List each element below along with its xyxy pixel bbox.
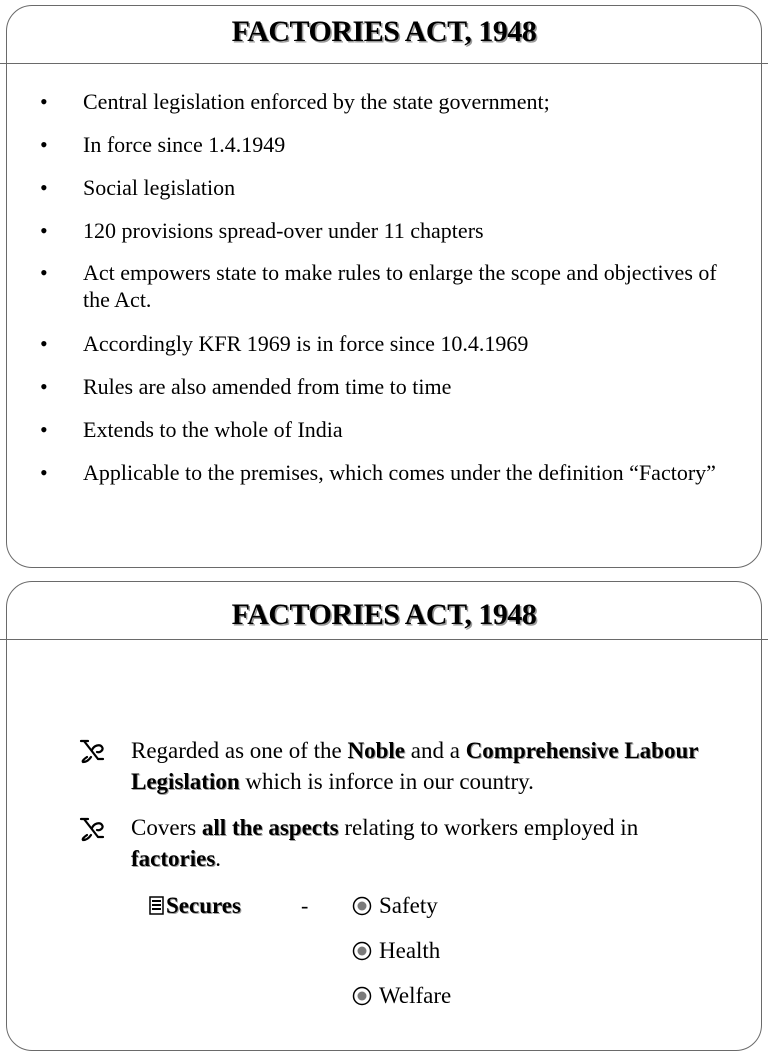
emphasis-factories: factories — [131, 846, 216, 871]
slide-1-title: FACTORIES ACT, 1948 — [231, 15, 537, 48]
radio-bullet-icon — [352, 941, 372, 961]
option-safety: Safety — [379, 893, 438, 918]
bullet-dot: • — [40, 331, 48, 356]
bullet-dot: • — [40, 175, 48, 200]
text-run: Covers — [131, 815, 202, 840]
option-welfare: Welfare — [379, 983, 452, 1008]
list-item: In force since 1.4.1949 — [83, 132, 286, 157]
list-item — [131, 812, 731, 874]
text-run: which is inforce in our country. — [239, 769, 534, 794]
bullet-dot: • — [40, 89, 48, 114]
list-box-icon — [149, 896, 164, 915]
bullet-dot: • — [40, 460, 48, 485]
radio-bullet-icon — [352, 986, 372, 1006]
list-item — [131, 735, 731, 797]
wingding-flourish-icon — [78, 815, 106, 843]
list-item: Applicable to the premises, which comes under the definition “Factory” — [83, 460, 716, 485]
slide-2-title: FACTORIES ACT, 1948 — [231, 598, 537, 631]
list-item: Accordingly KFR 1969 is in force since 10.4.1969 — [83, 331, 529, 356]
bullet-dot: • — [40, 218, 48, 243]
wingding-flourish-icon — [78, 737, 106, 765]
list-item: 120 provisions spread-over under 11 chapters — [83, 218, 484, 243]
bullet-dot: • — [40, 417, 48, 442]
text-run: . — [215, 846, 222, 871]
emphasis-all-aspects: all the aspects — [201, 815, 339, 840]
bullet-dot: • — [40, 374, 48, 399]
text-run: Regarded as one of the — [131, 738, 348, 763]
bullet-dot: • — [40, 132, 48, 157]
list-item: Rules are also amended from time to time — [83, 374, 452, 399]
secures-label: Secures — [166, 893, 241, 918]
list-item: Social legislation — [83, 175, 236, 200]
bullet-dot: • — [40, 260, 48, 285]
text-run: and a — [405, 738, 466, 763]
option-health: Health — [379, 938, 441, 963]
list-item: Extends to the whole of India — [83, 417, 343, 442]
emphasis-noble: Noble — [347, 738, 406, 763]
dash-separator: - — [301, 893, 309, 918]
list-item: Central legislation enforced by the state government; — [83, 89, 550, 114]
emphasis-comprehensive: Comprehensive Labour Legislation — [131, 738, 699, 794]
slide-1-title-divider — [0, 63, 768, 64]
radio-bullet-icon — [352, 896, 372, 916]
slide-2-title-divider — [0, 639, 768, 640]
list-item: Act empowers state to make rules to enlarge the scope and objectives of the Act. — [83, 260, 717, 312]
text-run: relating to workers employed in — [338, 815, 639, 840]
